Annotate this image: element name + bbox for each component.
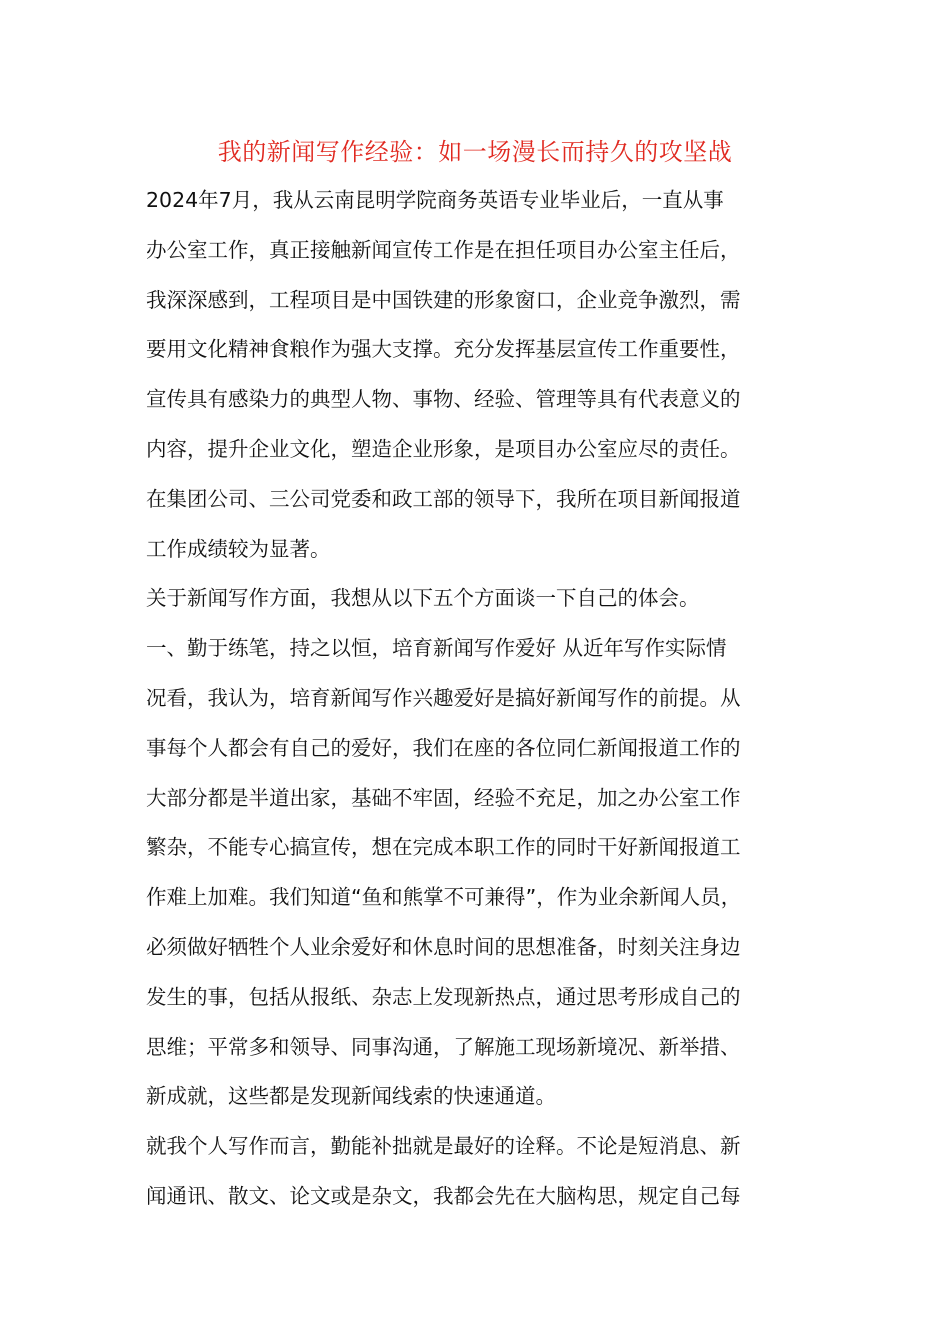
text-line: 大部分都是半道出家，基础不牢固，经验不充足，加之办公室工作 — [146, 785, 741, 810]
text-line: 2024年7月，我从云南昆明学院商务英语专业毕业后，一直从事 — [146, 188, 724, 212]
text-line: 闻通讯、散文、论文或是杂文，我都会先在大脑构思，规定自己每 — [146, 1183, 741, 1208]
text-line: 我深深感到，工程项目是中国铁建的形象窗口，企业竞争激烈，需 — [146, 287, 741, 312]
text-line: 工作成绩较为显著。 — [146, 536, 331, 561]
text-line: 办公室工作，真正接触新闻宣传工作是在担任项目办公室主任后， — [146, 237, 741, 262]
text-line: 必须做好牺牲个人业余爱好和休息时间的思想准备，时刻关注身边 — [146, 934, 741, 959]
document-body — [146, 180, 806, 1226]
text-line: 繁杂，不能专心搞宣传，想在完成本职工作的同时干好新闻报道工 — [146, 835, 741, 860]
text-line: 关于新闻写作方面，我想从以下五个方面谈一下自己的体会。 — [146, 586, 700, 611]
text-line: 宣传具有感染力的典型人物、事物、经验、管理等具有代表意义的 — [146, 387, 741, 412]
text-line: 内容，提升企业文化，塑造企业形象，是项目办公室应尽的责任。 — [146, 436, 741, 461]
text-line: 况看，我认为，培育新闻写作兴趣爱好是搞好新闻写作的前提。从 — [146, 685, 741, 710]
text-line: 作难上加难。我们知道“鱼和熊掌不可兼得”，作为业余新闻人员， — [146, 885, 742, 910]
text-line: 一、勤于练笔，持之以恒，培育新闻写作爱好 从近年写作实际情 — [146, 636, 727, 661]
text-line: 新成就，这些都是发现新闻线索的快速通道。 — [146, 1084, 556, 1109]
text-line: 在集团公司、三公司党委和政工部的领导下，我所在项目新闻报道 — [146, 486, 741, 511]
document-title: 我的新闻写作经验：如一场漫长而持久的攻坚战 — [217, 138, 733, 166]
text-line: 要用文化精神食粮作为强大支撑。充分发挥基层宣传工作重要性， — [146, 337, 741, 362]
text-line: 思维；平常多和领导、同事沟通，了解施工现场新境况、新举措、 — [146, 1034, 741, 1059]
text-line: 就我个人写作而言，勤能补拙就是最好的诠释。不论是短消息、新 — [146, 1134, 741, 1159]
text-line: 发生的事，包括从报纸、杂志上发现新热点，通过思考形成自己的 — [146, 984, 741, 1009]
text-line: 事每个人都会有自己的爱好，我们在座的各位同仁新闻报道工作的 — [146, 735, 741, 760]
